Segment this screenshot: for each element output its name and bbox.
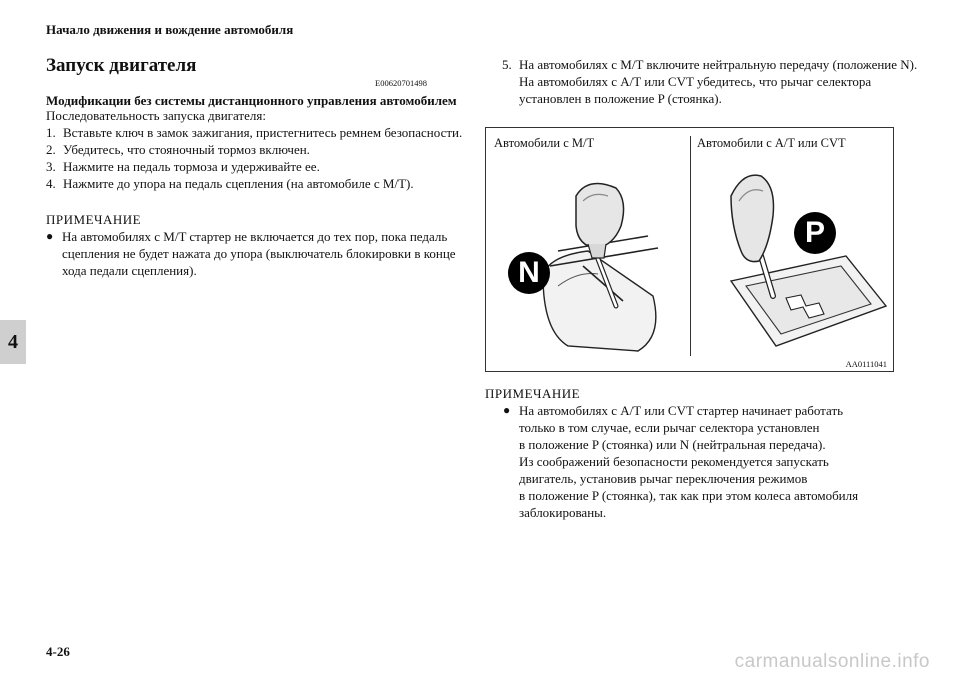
note-block-1 xyxy=(46,212,461,279)
note-line: двигатель, установив рычаг переключения режимов xyxy=(519,471,808,486)
note-title: ПРИМЕЧАНИЕ xyxy=(485,386,581,401)
step-5 xyxy=(502,56,922,107)
step-text: Убедитесь, что стояночный тормоз включен. xyxy=(63,142,310,157)
automatic-selector-illustration xyxy=(691,156,891,371)
step-number: 5. xyxy=(502,57,512,72)
step5-block xyxy=(502,56,922,107)
list-item xyxy=(46,175,466,192)
note-text: На автомобилях с M/T стартер не включается до тех пор, пока педаль сцепления не будет нажата до упора (выключатель блокировки в конце хода педали сцепления). xyxy=(62,229,456,278)
note-bullet xyxy=(503,402,905,521)
gear-figure xyxy=(485,127,894,372)
doc-code: E00620701498 xyxy=(375,78,427,88)
figure-label-mt: Автомобили с M/T xyxy=(494,136,595,150)
steps-list xyxy=(46,124,466,192)
list-item xyxy=(46,158,466,175)
page-number: 4-26 xyxy=(46,644,70,659)
subheading: Модификации без системы дистанционного управления автомобилем xyxy=(46,93,457,108)
park-badge-label: P xyxy=(804,216,825,249)
step-number: 4. xyxy=(46,176,56,191)
step-number: 2. xyxy=(46,142,56,157)
step-text: Вставьте ключ в замок зажигания, пристегнитесь ремнем безопасности. xyxy=(63,125,463,140)
figure-label-at: Автомобили с A/T или CVT xyxy=(697,136,846,150)
step5-text-mt: На автомобилях с M/T включите нейтральную передачу (положение N). xyxy=(519,57,918,72)
section-header: Начало движения и вождение автомобиля xyxy=(46,22,294,37)
note-line: заблокированы. xyxy=(519,505,607,520)
note-block-2 xyxy=(485,386,905,521)
step-text: Нажмите до упора на педаль сцепления (на автомобиле с M/T). xyxy=(63,176,414,191)
step-text: Нажмите на педаль тормоза и удерживайте ее. xyxy=(63,159,320,174)
note-bullet xyxy=(46,228,461,279)
note-line: только в том случае, если рычаг селектора установлен xyxy=(519,420,820,435)
intro-text: Последовательность запуска двигателя: xyxy=(46,108,266,123)
note-title: ПРИМЕЧАНИЕ xyxy=(46,212,142,227)
chapter-tab: 4 xyxy=(0,320,26,364)
list-item xyxy=(46,141,466,158)
figure-code: AA0111041 xyxy=(845,359,887,369)
page-title: Запуск двигателя xyxy=(46,55,197,76)
step-number: 3. xyxy=(46,159,56,174)
step-number: 1. xyxy=(46,125,56,140)
note-line: в положение P (стоянка) или N (нейтральная передача). xyxy=(519,437,826,452)
note-line: На автомобилях с A/T или CVT стартер начинает работать xyxy=(519,403,844,418)
note-line: Из соображений безопасности рекомендуется запускать xyxy=(519,454,829,469)
note-line: в положение P (стоянка), так как при этом колеса автомобиля xyxy=(519,488,859,503)
bullet-icon: ● xyxy=(503,403,511,417)
bullet-icon: ● xyxy=(46,229,54,243)
list-item xyxy=(46,124,466,141)
watermark: carmanualsonline.info xyxy=(734,651,930,672)
step5-text-at: На автомобилях с A/T или CVT убедитесь, что рычаг селектора установлен в положение P (стоянка). xyxy=(519,74,872,106)
neutral-badge-label: N xyxy=(518,256,540,289)
